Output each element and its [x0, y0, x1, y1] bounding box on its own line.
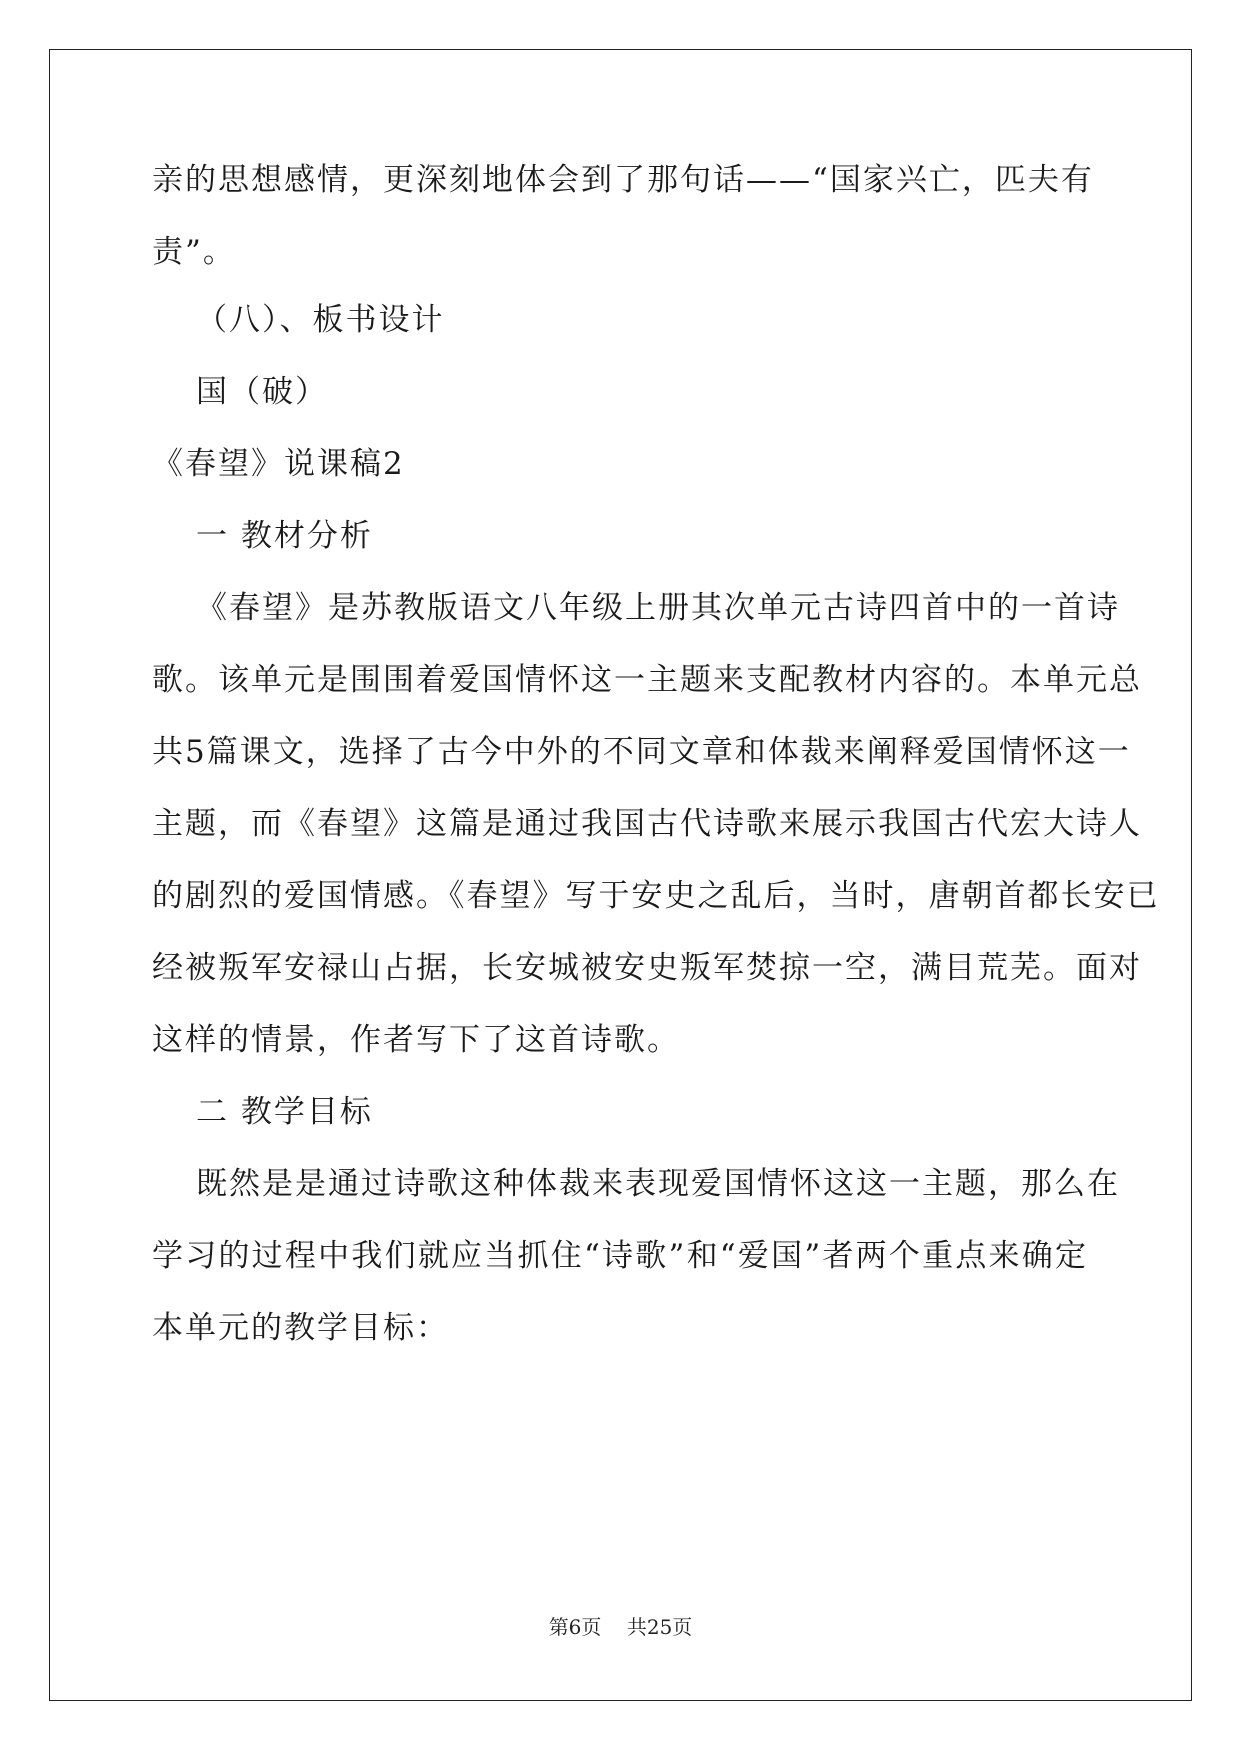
text-line: 歌。该单元是围围着爱国情怀这一主题来支配教材内容的。本单元总 — [152, 662, 1142, 698]
page-border — [49, 49, 1192, 1701]
blackboard-item: 国（破） — [196, 374, 328, 410]
text-line: 责”。 — [152, 234, 236, 270]
text-line: 既然是是通过诗歌这种体裁来表现爱国情怀这这一主题，那么在 — [196, 1166, 1120, 1202]
text-line: 学习的过程中我们就应当抓住“诗歌”和“爱国”者两个重点来确定 — [152, 1238, 1088, 1274]
text-line: 经被叛军安禄山占据，长安城被安史叛军焚掠一空，满目荒芜。面对 — [152, 950, 1142, 986]
section-heading: （八）、板书设计 — [196, 302, 445, 338]
text-line: 主题，而《春望》这篇是通过我国古代诗歌来展示我国古代宏大诗人 — [152, 806, 1142, 842]
text-line: 这样的情景，作者写下了这首诗歌。 — [152, 1022, 680, 1058]
page-number-footer: 第6页 共25页 — [548, 1615, 693, 1639]
text-line: 《春望》是苏教版语文八年级上册其次单元古诗四首中的一首诗 — [196, 590, 1120, 626]
section-heading: 一 教材分析 — [196, 518, 373, 554]
text-line: 共5篇课文，选择了古今中外的不同文章和体裁来阐释爱国情怀这一 — [152, 734, 1131, 770]
article-title: 《春望》说课稿2 — [152, 446, 405, 482]
text-line: 亲的思想感情，更深刻地体会到了那句话——“国家兴亡，匹夫有 — [152, 162, 1094, 198]
text-line: 的剧烈的爱国情感。《春望》写于安史之乱后，当时，唐朝首都长安已 — [152, 878, 1160, 914]
section-heading: 二 教学目标 — [196, 1094, 373, 1130]
text-line: 本单元的教学目标： — [152, 1310, 449, 1346]
